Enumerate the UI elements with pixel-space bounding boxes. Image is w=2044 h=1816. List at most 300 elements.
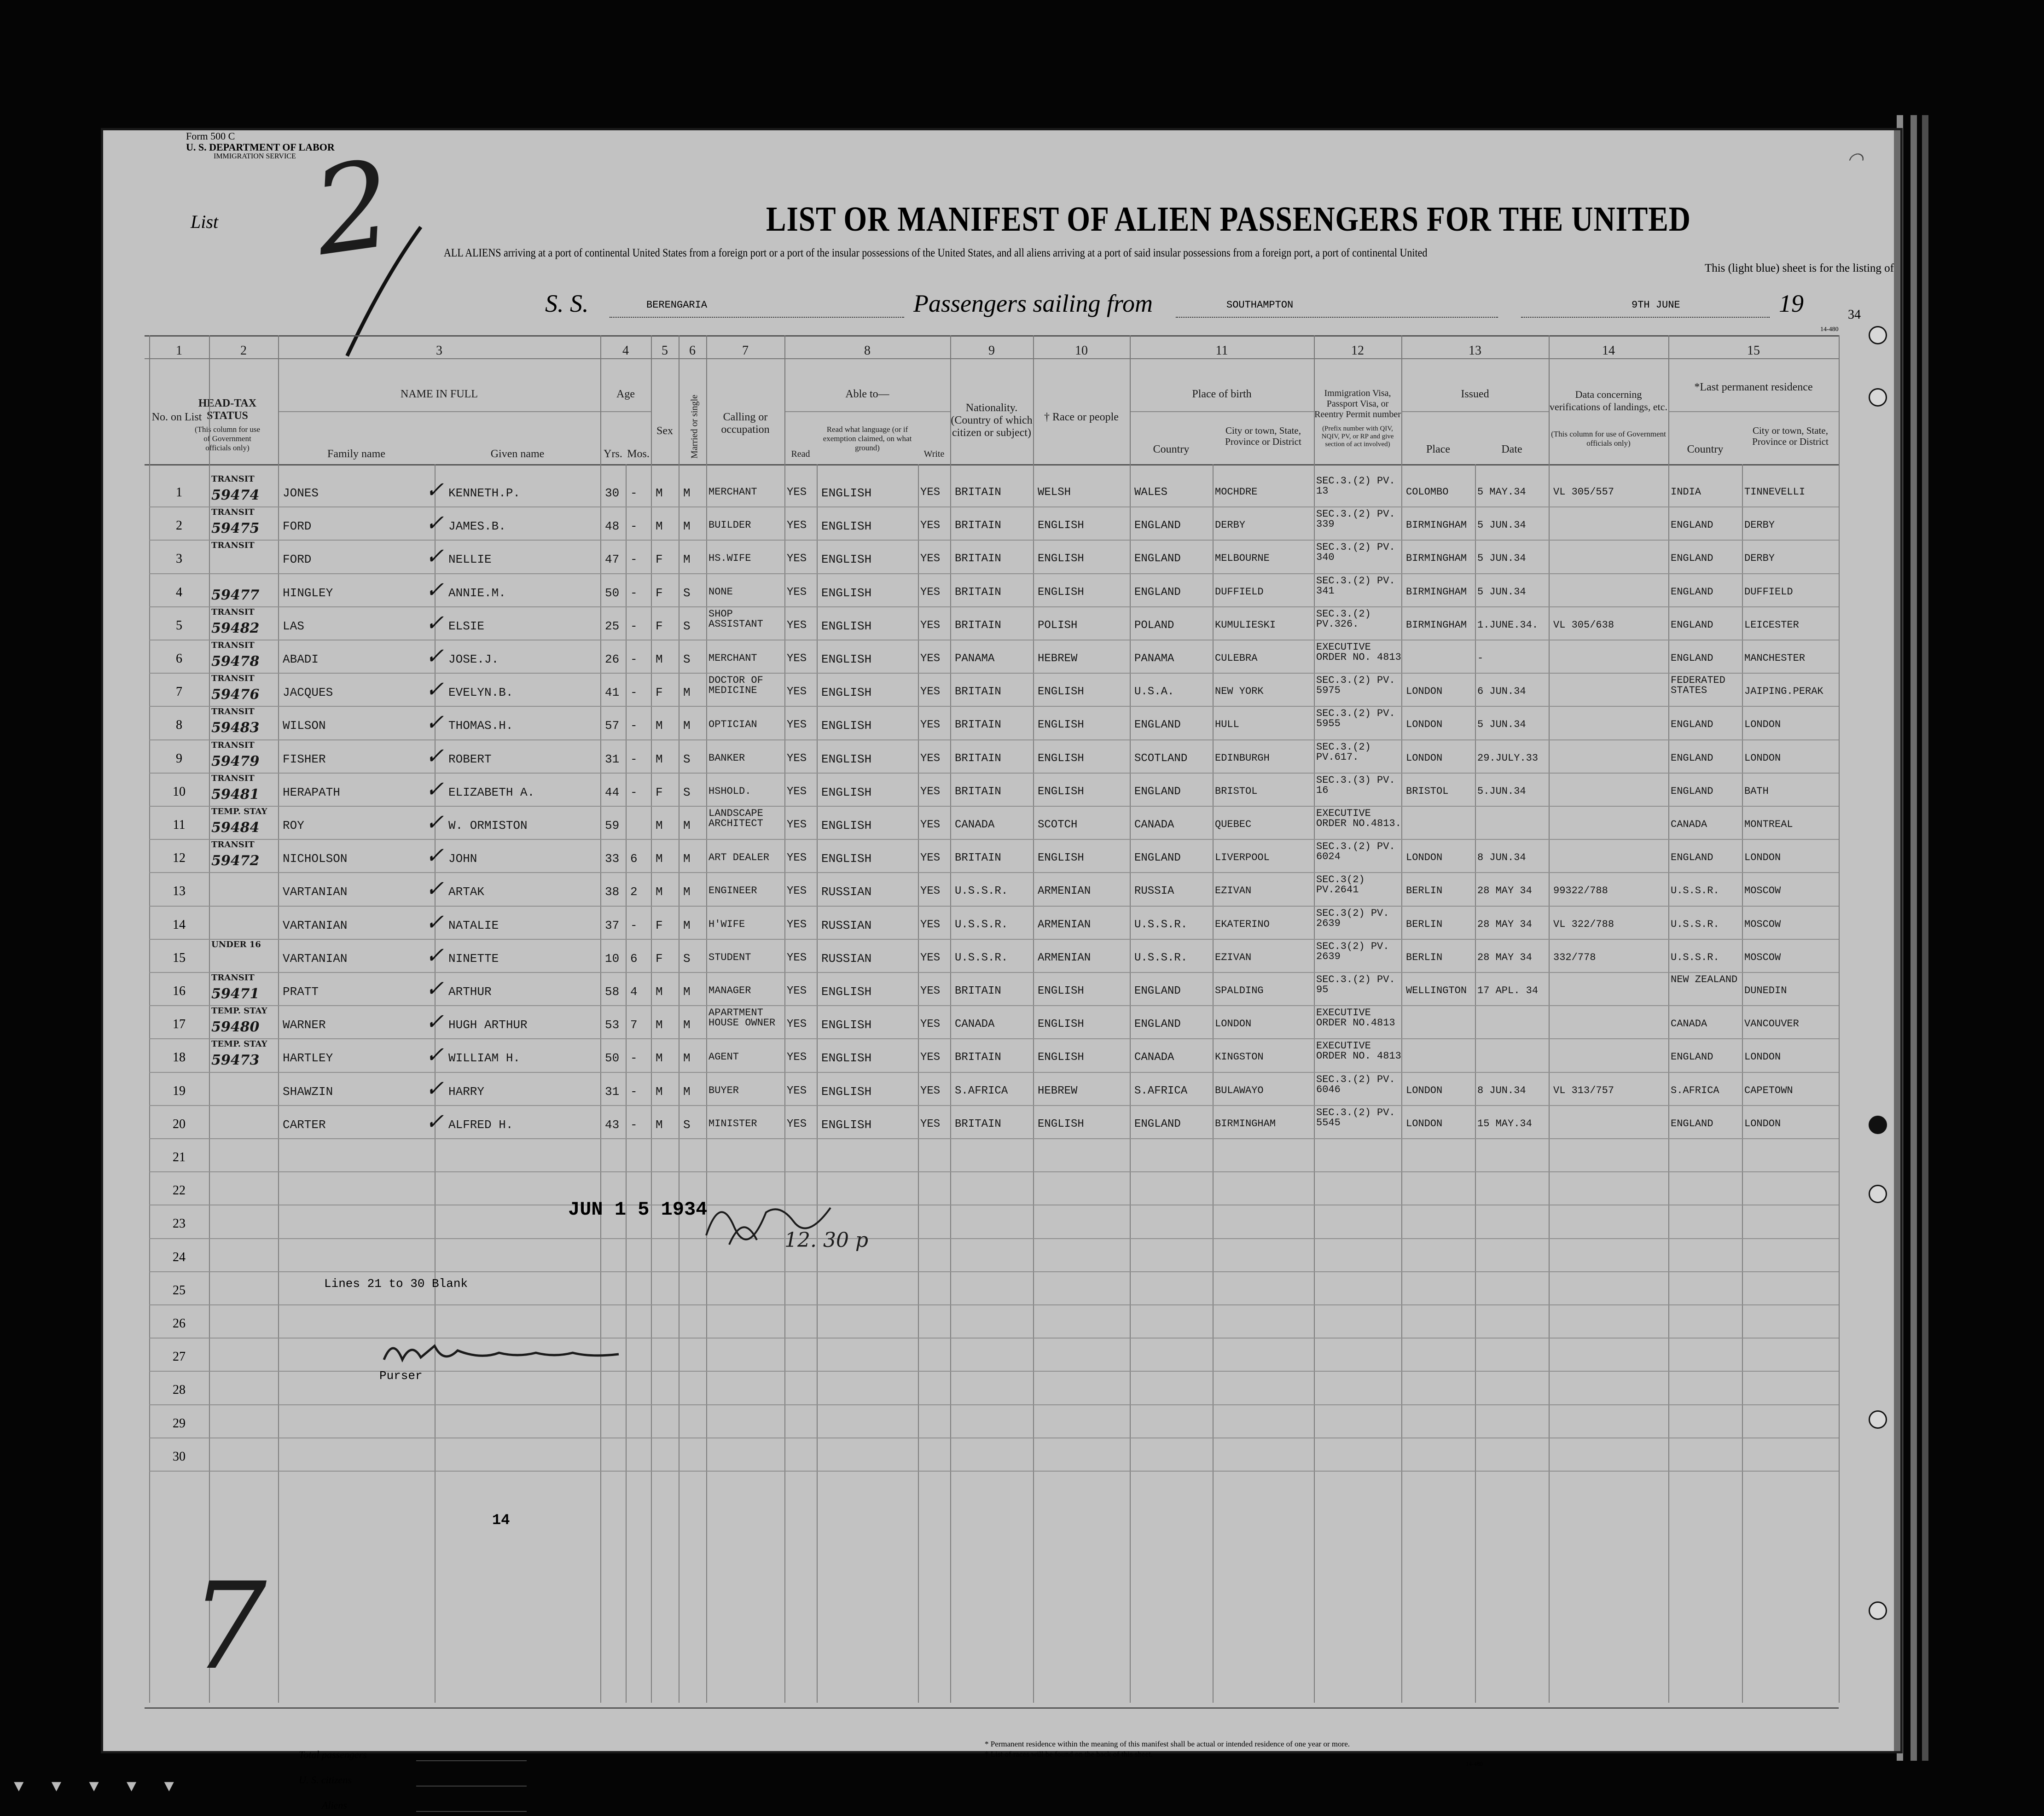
table-row xyxy=(149,1105,1839,1139)
race: ARMENIAN xyxy=(1038,951,1091,964)
nationality: CANADA xyxy=(955,819,995,831)
purser-label: Purser xyxy=(379,1369,423,1383)
ss-label: S. S. xyxy=(545,290,589,317)
given-name: JOHN xyxy=(448,852,477,866)
footer-rule xyxy=(145,1707,1839,1709)
hdr-name-in-full: NAME IN FULL xyxy=(401,388,478,400)
sex: M xyxy=(656,752,663,766)
header-column-line xyxy=(149,335,150,464)
family-name: VARTANIAN xyxy=(283,885,348,899)
head-tax-code: 59474 xyxy=(211,487,260,503)
col-num-2: 2 xyxy=(240,343,247,358)
hdr-nationality: Nationality. (Country of which citizen or subject) xyxy=(951,402,1033,439)
can-read: YES xyxy=(787,719,807,732)
row-number: 14 xyxy=(173,917,186,932)
birth-country: ENGLAND xyxy=(1134,719,1181,732)
residence-country: CANADA xyxy=(1671,1018,1707,1030)
can-write: YES xyxy=(920,885,941,898)
col-num-9: 9 xyxy=(988,343,995,358)
header-column-line xyxy=(1033,335,1034,464)
table-row xyxy=(149,640,1839,674)
col-num-6: 6 xyxy=(689,343,696,358)
header-column-line xyxy=(1401,335,1402,464)
head-tax-status: TEMP. STAY xyxy=(211,807,267,816)
table-row xyxy=(149,872,1839,906)
age-years: 48 xyxy=(605,519,620,534)
nationality: U.S.S.R. xyxy=(955,885,1008,898)
issued-date: - xyxy=(1477,652,1484,664)
race: ENGLISH xyxy=(1038,553,1084,565)
col-num-7: 7 xyxy=(742,343,749,358)
nationality: BRITAIN xyxy=(955,752,1001,765)
service: IMMIGRATION SERVICE xyxy=(214,152,296,160)
marital-status: M xyxy=(683,686,691,700)
given-name: ROBERT xyxy=(448,752,492,766)
read-language: ENGLISH xyxy=(821,1051,872,1065)
read-language: ENGLISH xyxy=(821,486,872,500)
residence-country: ENGLAND xyxy=(1671,1051,1713,1063)
head-tax-code: 59476 xyxy=(211,687,260,703)
marital-status: M xyxy=(683,819,691,832)
family-name: PRATT xyxy=(283,985,319,999)
sex: M xyxy=(656,1018,663,1032)
birth-country: ENGLAND xyxy=(1134,519,1181,532)
age-months: 4 xyxy=(630,985,638,999)
binder-hole xyxy=(1869,1185,1887,1203)
col-num-12: 12 xyxy=(1351,343,1364,358)
family-name: ROY xyxy=(283,819,304,832)
verification: VL 305/638 xyxy=(1553,619,1614,631)
birth-city: EZIVAN xyxy=(1215,951,1252,963)
residence-city: LEICESTER xyxy=(1744,619,1799,631)
issued-date: 6 JUN.34 xyxy=(1477,686,1526,698)
age-years: 47 xyxy=(605,553,620,567)
birth-city: BIRMINGHAM xyxy=(1215,1118,1276,1129)
age-years: 38 xyxy=(605,885,620,899)
can-write: YES xyxy=(920,785,941,798)
issued-place: LONDON xyxy=(1406,686,1443,698)
residence-country: ENGLAND xyxy=(1671,1118,1713,1129)
row-number: 25 xyxy=(173,1283,186,1298)
issued-place: BRISTOL xyxy=(1406,785,1449,797)
can-read: YES xyxy=(787,752,807,765)
residence-city: LONDON xyxy=(1744,1118,1781,1129)
can-write: YES xyxy=(920,719,941,732)
given-name: JOSE.J. xyxy=(448,652,499,666)
hdr-read: Read xyxy=(791,449,810,459)
head-tax-status: TRANSIT xyxy=(211,840,255,850)
family-name: JACQUES xyxy=(283,686,333,700)
head-tax-code: 59479 xyxy=(211,753,260,769)
row-number: 27 xyxy=(173,1350,186,1364)
race: ENGLISH xyxy=(1038,785,1084,798)
sex: F xyxy=(656,586,663,600)
visa-number: SEC.3.(2) PV. 340 xyxy=(1316,541,1395,564)
marital-status: S xyxy=(683,752,691,766)
row-number: 2 xyxy=(176,518,182,533)
family-name: VARTANIAN xyxy=(283,918,348,932)
row-number: 7 xyxy=(176,685,182,699)
given-name: NELLIE xyxy=(448,553,492,567)
table-row xyxy=(149,1072,1839,1106)
sex: M xyxy=(656,885,663,899)
nationality: BRITAIN xyxy=(955,486,1001,499)
can-write: YES xyxy=(920,586,941,599)
birth-country: ENGLAND xyxy=(1134,553,1181,565)
nationality: BRITAIN xyxy=(955,1118,1001,1130)
birth-country: U.S.A. xyxy=(1134,686,1174,698)
received-date-stamp: JUN 1 5 1934 xyxy=(568,1199,708,1221)
family-name: VARTANIAN xyxy=(283,951,348,966)
header-column-line xyxy=(278,335,279,464)
check-mark-icon: ✓ xyxy=(425,743,444,769)
verification: 99322/788 xyxy=(1553,885,1608,897)
head-tax-code: 59475 xyxy=(211,520,260,537)
sex: M xyxy=(656,819,663,832)
nationality: BRITAIN xyxy=(955,985,1001,997)
issued-date: 1.JUNE.34. xyxy=(1477,619,1539,631)
issued-date: 17 APL. 34 xyxy=(1477,985,1539,996)
can-write: YES xyxy=(920,951,941,964)
race: POLISH xyxy=(1038,619,1078,632)
table-row xyxy=(149,473,1839,507)
age-months: - xyxy=(630,553,638,567)
verification: VL 305/557 xyxy=(1553,486,1614,498)
verification: VL 322/788 xyxy=(1553,918,1614,930)
family-name: HARTLEY xyxy=(283,1051,333,1065)
nationality: S.AFRICA xyxy=(955,1084,1008,1097)
year-prefix: 19 xyxy=(1779,290,1804,317)
residence-country: ENGLAND xyxy=(1671,719,1713,731)
birth-city: MELBOURNE xyxy=(1215,553,1270,565)
blank-lines-note: Lines 21 to 30 Blank xyxy=(324,1277,468,1291)
issued-place: BERLIN xyxy=(1406,885,1443,897)
residence-country: ENGLAND xyxy=(1671,752,1713,764)
read-language: RUSSIAN xyxy=(821,951,872,966)
birth-country: POLAND xyxy=(1134,619,1174,632)
check-mark-icon: ✓ xyxy=(425,1042,444,1068)
table-row xyxy=(149,972,1839,1006)
occupation: BUYER xyxy=(708,1084,739,1096)
marital-status: M xyxy=(683,985,691,999)
check-mark-icon: ✓ xyxy=(425,942,444,968)
given-name: HUGH ARTHUR xyxy=(448,1018,528,1032)
can-read: YES xyxy=(787,619,807,632)
binder-hole xyxy=(1869,1116,1887,1134)
sex: M xyxy=(656,519,663,534)
age-months: - xyxy=(630,752,638,766)
read-language: ENGLISH xyxy=(821,752,872,766)
race: ENGLISH xyxy=(1038,686,1084,698)
given-name: ELSIE xyxy=(448,619,485,633)
age-months: - xyxy=(630,785,638,799)
family-name: FORD xyxy=(283,553,312,567)
head-tax-status: TRANSIT xyxy=(211,973,255,983)
birth-city: KINGSTON xyxy=(1215,1051,1264,1063)
occupation: H'WIFE xyxy=(708,918,745,930)
birth-country: ENGLAND xyxy=(1134,586,1181,599)
occupation: SHOP ASSISTANT xyxy=(708,608,763,630)
header-column-line xyxy=(209,335,210,464)
occupation: HS.WIFE xyxy=(708,553,751,565)
occupation: ENGINEER xyxy=(708,885,757,897)
can-write: YES xyxy=(920,1051,941,1064)
can-read: YES xyxy=(787,1118,807,1130)
visa-number: SEC.3.(2) PV.617. xyxy=(1316,741,1371,763)
family-name: CARTER xyxy=(283,1118,326,1132)
issued-place: BERLIN xyxy=(1406,918,1443,930)
column-number-divider xyxy=(145,358,1839,359)
row-number: 11 xyxy=(173,818,186,832)
table-row xyxy=(149,806,1839,840)
row-number: 8 xyxy=(176,718,182,733)
marital-status: M xyxy=(683,486,691,500)
residence-city: MOSCOW xyxy=(1744,918,1781,930)
hdr-able-to: Able to— xyxy=(845,388,889,400)
head-tax-status: TRANSIT xyxy=(211,607,255,617)
head-tax-status: TRANSIT xyxy=(211,773,255,783)
column-line xyxy=(1839,464,1840,1703)
occupation: MERCHANT xyxy=(708,652,757,664)
hdr-issued: Issued xyxy=(1461,388,1489,400)
residence-country: ENGLAND xyxy=(1671,852,1713,864)
head-tax-code: 59482 xyxy=(211,620,260,636)
age-years: 41 xyxy=(605,686,620,700)
subtitle-line-1: ALL ALIENS arriving at a port of continental United States from a foreign port or a port of the insular possessions of the United States, and all aliens arriving at a port of said insular possessions from a foreign port, a port of continental United xyxy=(444,247,1428,259)
race: ENGLISH xyxy=(1038,752,1084,765)
occupation: DOCTOR OF MEDICINE xyxy=(708,675,763,697)
head-tax-status: TRANSIT xyxy=(211,474,255,484)
marital-status: S xyxy=(683,1118,691,1132)
family-name: HINGLEY xyxy=(283,586,333,600)
header-column-line xyxy=(600,335,601,464)
marital-status: M xyxy=(683,1084,691,1099)
table-row xyxy=(149,1005,1839,1039)
departure-port: SOUTHAMPTON xyxy=(1226,299,1294,311)
family-name: FISHER xyxy=(283,752,326,766)
blank-row xyxy=(149,1238,1839,1272)
residence-country: ENGLAND xyxy=(1671,553,1713,565)
corner-form-code: 14-480 xyxy=(1820,326,1839,333)
head-tax-code: 59473 xyxy=(211,1052,260,1069)
hdr-given-name: Given name xyxy=(490,448,545,460)
birth-city: CULEBRA xyxy=(1215,652,1258,664)
birth-country: ENGLAND xyxy=(1134,985,1181,997)
table-row xyxy=(149,1038,1839,1072)
col-num-15: 15 xyxy=(1747,343,1760,358)
blank-row xyxy=(149,1404,1839,1438)
residence-country: CANADA xyxy=(1671,819,1707,830)
given-name: W. ORMISTON xyxy=(448,819,528,832)
read-language: ENGLISH xyxy=(821,819,872,832)
nationality: CANADA xyxy=(955,1018,995,1031)
visa-number: SEC.3.(2) PV. 13 xyxy=(1316,475,1395,497)
row-number: 12 xyxy=(173,851,186,866)
birth-country: WALES xyxy=(1134,486,1168,499)
issued-place: LONDON xyxy=(1406,852,1443,864)
col-num-4: 4 xyxy=(622,343,629,358)
row-number: 9 xyxy=(176,751,182,766)
can-read: YES xyxy=(787,553,807,565)
read-language: ENGLISH xyxy=(821,1084,872,1099)
sex: F xyxy=(656,553,663,567)
can-write: YES xyxy=(920,619,941,632)
marital-status: S xyxy=(683,951,691,966)
age-years: 44 xyxy=(605,785,620,799)
visa-number: SEC.3.(2) PV. 5955 xyxy=(1316,708,1395,730)
birth-country: RUSSIA xyxy=(1134,885,1174,898)
age-months: 2 xyxy=(630,885,638,899)
head-tax-code: 59477 xyxy=(211,587,260,603)
birth-city: EZIVAN xyxy=(1215,885,1252,897)
can-write: YES xyxy=(920,519,941,532)
issued-date: 5.JUN.34 xyxy=(1477,785,1526,797)
can-read: YES xyxy=(787,686,807,698)
residence-city: MONTREAL xyxy=(1744,819,1793,830)
residence-city: MANCHESTER xyxy=(1744,652,1806,664)
head-tax-code: 59471 xyxy=(211,986,260,1002)
blank-row xyxy=(149,1438,1839,1472)
sex: F xyxy=(656,619,663,633)
nationality: BRITAIN xyxy=(955,519,1001,532)
row-number: 24 xyxy=(173,1250,186,1264)
issued-date: 8 JUN.34 xyxy=(1477,852,1526,864)
read-language: ENGLISH xyxy=(821,519,872,534)
given-name: ANNIE.M. xyxy=(448,586,506,600)
age-months: - xyxy=(630,1118,638,1132)
age-months: - xyxy=(630,652,638,666)
age-subrule xyxy=(600,411,651,412)
visa-number: SEC.3.(2) PV. 5545 xyxy=(1316,1106,1395,1129)
row-number: 28 xyxy=(173,1383,186,1397)
birth-city: DERBY xyxy=(1215,519,1246,531)
check-mark-icon: ✓ xyxy=(425,510,444,536)
age-years: 31 xyxy=(605,1084,620,1099)
row-number: 1 xyxy=(176,485,182,500)
page-number: 14 xyxy=(492,1512,510,1529)
residence-city: DUNEDIN xyxy=(1744,985,1787,996)
sex: M xyxy=(656,652,663,666)
age-months: 7 xyxy=(630,1018,638,1032)
can-read: YES xyxy=(787,519,807,532)
header-column-line xyxy=(1839,335,1840,464)
marital-status: S xyxy=(683,586,691,600)
residence-country: ENGLAND xyxy=(1671,586,1713,598)
hdr-married-single: Married or single xyxy=(689,395,700,459)
hdr-verification: Data concerning verifications of landings, etc. xyxy=(1550,389,1667,413)
given-name: NINETTE xyxy=(448,951,499,966)
read-language: ENGLISH xyxy=(821,852,872,866)
age-months: - xyxy=(630,1051,638,1065)
race: SCOTCH xyxy=(1038,819,1078,831)
visa-number: SEC.3.(2) PV. 6024 xyxy=(1316,841,1395,863)
sex: M xyxy=(656,719,663,733)
birth-city: EDINBURGH xyxy=(1215,752,1270,764)
birth-city: BULAWAYO xyxy=(1215,1084,1264,1096)
can-write: YES xyxy=(920,918,941,931)
birth-city: LIVERPOOL xyxy=(1215,852,1270,864)
visa-number: SEC.3.(2) PV.326. xyxy=(1316,608,1371,630)
date-underline xyxy=(1521,317,1770,318)
can-write: YES xyxy=(920,819,941,831)
row-number: 16 xyxy=(173,984,186,998)
col-num-14: 14 xyxy=(1602,343,1615,358)
given-name: JAMES.B. xyxy=(448,519,506,534)
given-name: EVELYN.B. xyxy=(448,686,513,700)
issued-place: LONDON xyxy=(1406,719,1443,731)
residence-city: LONDON xyxy=(1744,719,1781,731)
birth-city: EKATERINO xyxy=(1215,918,1270,930)
row-number: 21 xyxy=(173,1150,186,1164)
hdr-age-years: Yrs. xyxy=(604,448,622,460)
given-name: KENNETH.P. xyxy=(448,486,521,500)
binder-hole xyxy=(1869,1410,1887,1429)
can-read: YES xyxy=(787,1084,807,1097)
list-number-handwritten: 2 xyxy=(305,134,401,283)
head-tax-status: TRANSIT xyxy=(211,674,255,684)
family-name: HERAPATH xyxy=(283,785,340,799)
table-row xyxy=(149,606,1839,640)
given-name: WILLIAM H. xyxy=(448,1051,521,1065)
check-mark-icon: ✓ xyxy=(425,1075,444,1101)
read-language: ENGLISH xyxy=(821,985,872,999)
race: ENGLISH xyxy=(1038,1051,1084,1064)
age-years: 50 xyxy=(605,1051,620,1065)
age-years: 57 xyxy=(605,719,620,733)
hdr-place-of-birth: Place of birth xyxy=(1192,388,1252,400)
birth-country: U.S.S.R. xyxy=(1134,951,1188,964)
residence-city: MOSCOW xyxy=(1744,885,1781,897)
subtitle-line-2: This (light blue) sheet is for the listing of xyxy=(1704,262,1894,274)
issued-place: LONDON xyxy=(1406,752,1443,764)
head-tax-status: TRANSIT xyxy=(211,707,255,717)
nationality: BRITAIN xyxy=(955,619,1001,632)
can-read: YES xyxy=(787,885,807,898)
col-num-10: 10 xyxy=(1075,343,1088,358)
row-number: 15 xyxy=(173,950,186,965)
visa-number: EXECUTIVE ORDER NO.4813 xyxy=(1316,1007,1395,1029)
row-number: 13 xyxy=(173,884,186,899)
col-num-11: 11 xyxy=(1215,343,1228,358)
year-suffix: 34 xyxy=(1848,308,1861,322)
row-number: 29 xyxy=(173,1416,186,1431)
occupation: STUDENT xyxy=(708,951,751,963)
head-tax-status: UNDER 16 xyxy=(211,939,261,949)
marital-status: S xyxy=(683,785,691,799)
head-tax-code: 59481 xyxy=(211,786,260,803)
row-number: 23 xyxy=(173,1216,186,1231)
form-number: Form 500 C xyxy=(186,130,235,142)
race: ARMENIAN xyxy=(1038,885,1091,898)
sex: F xyxy=(656,951,663,966)
residence-city: DUFFIELD xyxy=(1744,586,1793,598)
total-line xyxy=(416,1760,527,1761)
nationality: PANAMA xyxy=(955,652,995,665)
family-name: WILSON xyxy=(283,719,326,733)
marital-status: S xyxy=(683,652,691,666)
birth-subrule xyxy=(1130,411,1314,412)
occupation: AGENT xyxy=(708,1051,739,1063)
marital-status: M xyxy=(683,553,691,567)
given-name: HARRY xyxy=(448,1084,485,1099)
occupation: LANDSCAPE ARCHITECT xyxy=(708,808,763,829)
read-language: RUSSIAN xyxy=(821,885,872,899)
check-mark-icon: ✓ xyxy=(425,576,444,603)
sex: M xyxy=(656,985,663,999)
sex: F xyxy=(656,686,663,700)
visa-number: SEC.3.(2) PV. 6046 xyxy=(1316,1073,1395,1095)
header-column-line xyxy=(784,335,785,464)
